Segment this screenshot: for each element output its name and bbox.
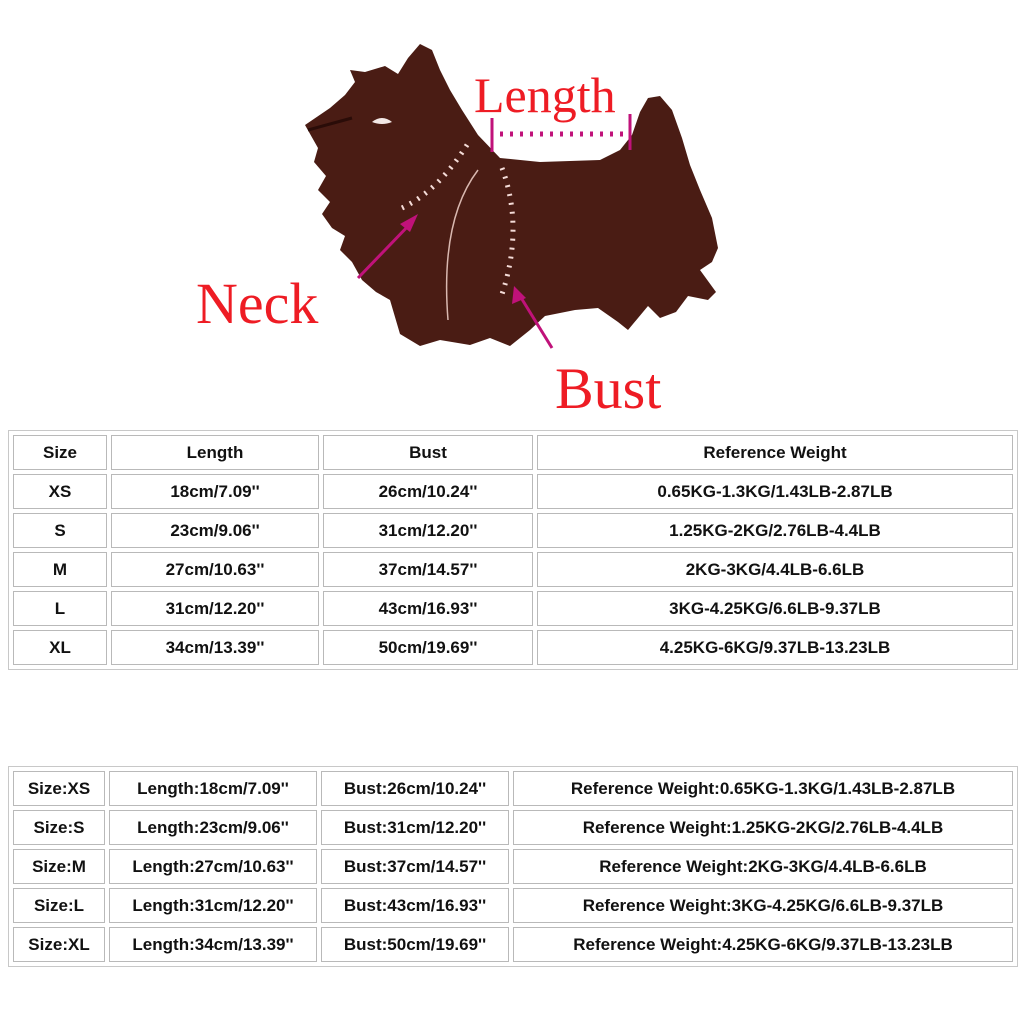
cell-bust: Bust:26cm/10.24'' [321, 771, 509, 806]
cell-length: Length:34cm/13.39'' [109, 927, 317, 962]
header-bust: Bust [323, 435, 533, 470]
cell-length: 27cm/10.63'' [111, 552, 319, 587]
cell-weight: Reference Weight:0.65KG-1.3KG/1.43LB-2.87LB [513, 771, 1013, 806]
cell-weight: 0.65KG-1.3KG/1.43LB-2.87LB [537, 474, 1013, 509]
table-row [13, 810, 1013, 845]
cell-length: Length:31cm/12.20'' [109, 888, 317, 923]
cell-bust: Bust:43cm/16.93'' [321, 888, 509, 923]
cell-weight: Reference Weight:1.25KG-2KG/2.76LB-4.4LB [513, 810, 1013, 845]
table-row [13, 849, 1013, 884]
cell-bust: 31cm/12.20'' [323, 513, 533, 548]
bust-label: Bust [555, 356, 662, 421]
neck-label: Neck [196, 271, 319, 336]
cell-bust: Bust:31cm/12.20'' [321, 810, 509, 845]
cell-weight: Reference Weight:4.25KG-6KG/9.37LB-13.23LB [513, 927, 1013, 962]
size-chart-table [8, 430, 1018, 670]
cell-bust: 26cm/10.24'' [323, 474, 533, 509]
cell-size: XS [13, 474, 107, 509]
table-row [13, 630, 1013, 665]
table-row [13, 771, 1013, 806]
cell-weight: 1.25KG-2KG/2.76LB-4.4LB [537, 513, 1013, 548]
cell-length: 18cm/7.09'' [111, 474, 319, 509]
cell-weight: Reference Weight:3KG-4.25KG/6.6LB-9.37LB [513, 888, 1013, 923]
cell-weight: 4.25KG-6KG/9.37LB-13.23LB [537, 630, 1013, 665]
cell-bust: 37cm/14.57'' [323, 552, 533, 587]
table-row [13, 591, 1013, 626]
cell-size: Size:L [13, 888, 105, 923]
cell-weight: 2KG-3KG/4.4LB-6.6LB [537, 552, 1013, 587]
table-row [13, 513, 1013, 548]
dog-silhouette-illustration [0, 0, 1024, 420]
table-row [13, 888, 1013, 923]
table-row [13, 552, 1013, 587]
cell-size: S [13, 513, 107, 548]
cell-length: Length:23cm/9.06'' [109, 810, 317, 845]
cell-size: Size:XS [13, 771, 105, 806]
cell-size: XL [13, 630, 107, 665]
cell-bust: 43cm/16.93'' [323, 591, 533, 626]
cell-length: Length:27cm/10.63'' [109, 849, 317, 884]
header-reference-weight: Reference Weight [537, 435, 1013, 470]
cell-length: 23cm/9.06'' [111, 513, 319, 548]
table-row [13, 474, 1013, 509]
cell-size: Size:XL [13, 927, 105, 962]
cell-size: Size:S [13, 810, 105, 845]
cell-length: 34cm/13.39'' [111, 630, 319, 665]
cell-length: 31cm/12.20'' [111, 591, 319, 626]
cell-bust: 50cm/19.69'' [323, 630, 533, 665]
table-row [13, 927, 1013, 962]
cell-size: M [13, 552, 107, 587]
length-label: Length [474, 67, 616, 123]
measurement-diagram [0, 0, 1024, 420]
cell-bust: Bust:37cm/14.57'' [321, 849, 509, 884]
size-chart-inline-table [8, 766, 1018, 967]
header-length: Length [111, 435, 319, 470]
cell-bust: Bust:50cm/19.69'' [321, 927, 509, 962]
cell-weight: Reference Weight:2KG-3KG/4.4LB-6.6LB [513, 849, 1013, 884]
cell-size: Size:M [13, 849, 105, 884]
header-size: Size [13, 435, 107, 470]
cell-length: Length:18cm/7.09'' [109, 771, 317, 806]
cell-weight: 3KG-4.25KG/6.6LB-9.37LB [537, 591, 1013, 626]
cell-size: L [13, 591, 107, 626]
table-header-row [13, 435, 1013, 470]
